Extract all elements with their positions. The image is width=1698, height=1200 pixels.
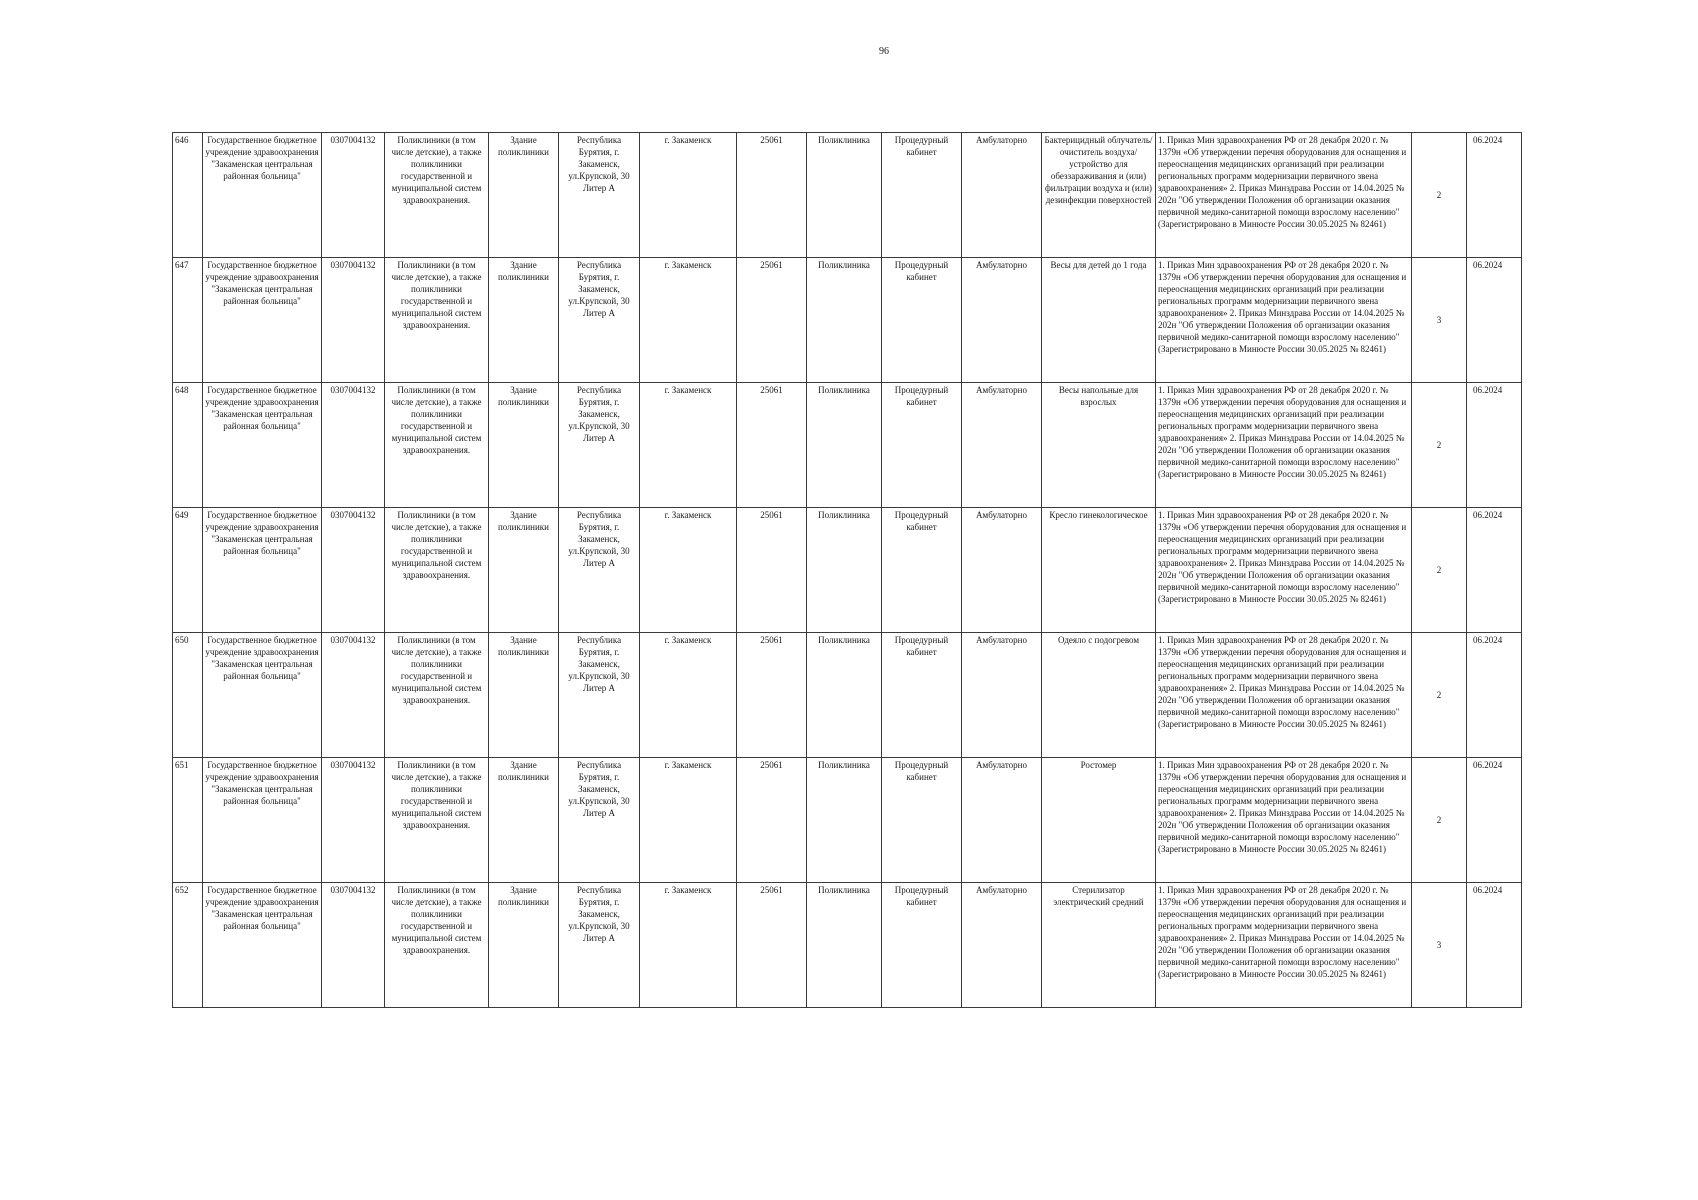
- cell-code: 0307004132: [322, 883, 385, 1008]
- cell-facility-type: Поликлиники (в том числе детские), а также поликлиники государственной и муниципальной систем здравоохранения.: [385, 758, 489, 883]
- cell-care-form: Амбулаторно: [962, 133, 1042, 258]
- cell-building: Здание поликлиники: [489, 383, 559, 508]
- cell-organization: Государственное бюджетное учреждение здравоохранения "Закаменская центральная районная больница": [203, 258, 322, 383]
- cell-room: Процедурный кабинет: [882, 508, 962, 633]
- cell-oktmo: 25061: [737, 508, 807, 633]
- cell-legal-basis: 1. Приказ Мин здравоохранения РФ от 28 декабря 2020 г. № 1379н «Об утверждении перечня оборудования для оснащения и переоснащения медицинских организаций при реализации региональных программ модернизации первичного звена здравоохранения» 2. Приказ Минздрава России от 14.04.2025 № 202н "Об утверждении Положения об организации оказания первичной медико-санитарной помощи взрослому населению" (Зарегистрировано в Минюсте России 30.05.2025 № 82461): [1156, 383, 1412, 508]
- cell-organization: Государственное бюджетное учреждение здравоохранения "Закаменская центральная районная больница": [203, 383, 322, 508]
- cell-code: 0307004132: [322, 758, 385, 883]
- cell-number: 650: [173, 633, 203, 758]
- cell-date: 06.2024: [1467, 758, 1522, 883]
- cell-care-form: Амбулаторно: [962, 633, 1042, 758]
- table-row: [173, 758, 1522, 883]
- cell-address: Республика Бурятия, г. Закаменск, ул.Крупской, 30 Литер А: [559, 883, 640, 1008]
- cell-care-form: Амбулаторно: [962, 883, 1042, 1008]
- cell-building: Здание поликлиники: [489, 258, 559, 383]
- cell-city: г. Закаменск: [640, 258, 737, 383]
- cell-equipment: Весы напольные для взрослых: [1042, 383, 1156, 508]
- cell-department: Поликлиника: [807, 883, 882, 1008]
- cell-oktmo: 25061: [737, 633, 807, 758]
- cell-building: Здание поликлиники: [489, 883, 559, 1008]
- cell-quantity: 2: [1412, 133, 1467, 258]
- cell-care-form: Амбулаторно: [962, 258, 1042, 383]
- cell-quantity: 2: [1412, 508, 1467, 633]
- cell-legal-basis: 1. Приказ Мин здравоохранения РФ от 28 декабря 2020 г. № 1379н «Об утверждении перечня оборудования для оснащения и переоснащения медицинских организаций при реализации региональных программ модернизации первичного звена здравоохранения» 2. Приказ Минздрава России от 14.04.2025 № 202н "Об утверждении Положения об организации оказания первичной медико-санитарной помощи взрослому населению" (Зарегистрировано в Минюсте России 30.05.2025 № 82461): [1156, 133, 1412, 258]
- cell-room: Процедурный кабинет: [882, 758, 962, 883]
- cell-quantity: 3: [1412, 883, 1467, 1008]
- cell-organization: Государственное бюджетное учреждение здравоохранения "Закаменская центральная районная больница": [203, 508, 322, 633]
- cell-legal-basis: 1. Приказ Мин здравоохранения РФ от 28 декабря 2020 г. № 1379н «Об утверждении перечня оборудования для оснащения и переоснащения медицинских организаций при реализации региональных программ модернизации первичного звена здравоохранения» 2. Приказ Минздрава России от 14.04.2025 № 202н "Об утверждении Положения об организации оказания первичной медико-санитарной помощи взрослому населению" (Зарегистрировано в Минюсте России 30.05.2025 № 82461): [1156, 633, 1412, 758]
- cell-address: Республика Бурятия, г. Закаменск, ул.Крупской, 30 Литер А: [559, 633, 640, 758]
- cell-organization: Государственное бюджетное учреждение здравоохранения "Закаменская центральная районная больница": [203, 633, 322, 758]
- cell-room: Процедурный кабинет: [882, 133, 962, 258]
- cell-equipment: Кресло гинекологическое: [1042, 508, 1156, 633]
- table-row: [173, 883, 1522, 1008]
- cell-facility-type: Поликлиники (в том числе детские), а также поликлиники государственной и муниципальной систем здравоохранения.: [385, 383, 489, 508]
- cell-building: Здание поликлиники: [489, 633, 559, 758]
- cell-oktmo: 25061: [737, 758, 807, 883]
- cell-code: 0307004132: [322, 258, 385, 383]
- cell-legal-basis: 1. Приказ Мин здравоохранения РФ от 28 декабря 2020 г. № 1379н «Об утверждении перечня оборудования для оснащения и переоснащения медицинских организаций при реализации региональных программ модернизации первичного звена здравоохранения» 2. Приказ Минздрава России от 14.04.2025 № 202н "Об утверждении Положения об организации оказания первичной медико-санитарной помощи взрослому населению" (Зарегистрировано в Минюсте России 30.05.2025 № 82461): [1156, 758, 1412, 883]
- table-body: [173, 133, 1522, 1008]
- cell-building: Здание поликлиники: [489, 758, 559, 883]
- table-row: [173, 633, 1522, 758]
- equipment-registry-table: [172, 132, 1522, 1008]
- cell-date: 06.2024: [1467, 883, 1522, 1008]
- cell-city: г. Закаменск: [640, 133, 737, 258]
- cell-organization: Государственное бюджетное учреждение здравоохранения "Закаменская центральная районная больница": [203, 883, 322, 1008]
- cell-address: Республика Бурятия, г. Закаменск, ул.Крупской, 30 Литер А: [559, 383, 640, 508]
- page-number: 96: [879, 46, 889, 57]
- table-row: [173, 383, 1522, 508]
- cell-oktmo: 25061: [737, 383, 807, 508]
- cell-building: Здание поликлиники: [489, 508, 559, 633]
- cell-department: Поликлиника: [807, 258, 882, 383]
- cell-equipment: Одеяло с подогревом: [1042, 633, 1156, 758]
- cell-oktmo: 25061: [737, 883, 807, 1008]
- cell-address: Республика Бурятия, г. Закаменск, ул.Крупской, 30 Литер А: [559, 758, 640, 883]
- cell-city: г. Закаменск: [640, 758, 737, 883]
- cell-oktmo: 25061: [737, 133, 807, 258]
- cell-legal-basis: 1. Приказ Мин здравоохранения РФ от 28 декабря 2020 г. № 1379н «Об утверждении перечня оборудования для оснащения и переоснащения медицинских организаций при реализации региональных программ модернизации первичного звена здравоохранения» 2. Приказ Минздрава России от 14.04.2025 № 202н "Об утверждении Положения об организации оказания первичной медико-санитарной помощи взрослому населению" (Зарегистрировано в Минюсте России 30.05.2025 № 82461): [1156, 258, 1412, 383]
- cell-number: 651: [173, 758, 203, 883]
- cell-code: 0307004132: [322, 383, 385, 508]
- cell-address: Республика Бурятия, г. Закаменск, ул.Крупской, 30 Литер А: [559, 508, 640, 633]
- cell-date: 06.2024: [1467, 508, 1522, 633]
- cell-address: Республика Бурятия, г. Закаменск, ул.Крупской, 30 Литер А: [559, 133, 640, 258]
- cell-date: 06.2024: [1467, 633, 1522, 758]
- cell-care-form: Амбулаторно: [962, 758, 1042, 883]
- cell-room: Процедурный кабинет: [882, 883, 962, 1008]
- table-row: [173, 258, 1522, 383]
- cell-address: Республика Бурятия, г. Закаменск, ул.Крупской, 30 Литер А: [559, 258, 640, 383]
- cell-code: 0307004132: [322, 633, 385, 758]
- cell-organization: Государственное бюджетное учреждение здравоохранения "Закаменская центральная районная больница": [203, 758, 322, 883]
- cell-care-form: Амбулаторно: [962, 383, 1042, 508]
- cell-legal-basis: 1. Приказ Мин здравоохранения РФ от 28 декабря 2020 г. № 1379н «Об утверждении перечня оборудования для оснащения и переоснащения медицинских организаций при реализации региональных программ модернизации первичного звена здравоохранения» 2. Приказ Минздрава России от 14.04.2025 № 202н "Об утверждении Положения об организации оказания первичной медико-санитарной помощи взрослому населению" (Зарегистрировано в Минюсте России 30.05.2025 № 82461): [1156, 883, 1412, 1008]
- cell-facility-type: Поликлиники (в том числе детские), а также поликлиники государственной и муниципальной систем здравоохранения.: [385, 508, 489, 633]
- cell-facility-type: Поликлиники (в том числе детские), а также поликлиники государственной и муниципальной систем здравоохранения.: [385, 258, 489, 383]
- cell-room: Процедурный кабинет: [882, 633, 962, 758]
- cell-date: 06.2024: [1467, 383, 1522, 508]
- cell-department: Поликлиника: [807, 758, 882, 883]
- cell-oktmo: 25061: [737, 258, 807, 383]
- cell-date: 06.2024: [1467, 258, 1522, 383]
- cell-city: г. Закаменск: [640, 633, 737, 758]
- cell-number: 648: [173, 383, 203, 508]
- cell-code: 0307004132: [322, 508, 385, 633]
- cell-department: Поликлиника: [807, 633, 882, 758]
- cell-equipment: Бактерицидный облучатель/очиститель воздуха/устройство для обеззараживания и (или) фильтрации воздуха и (или) дезинфекции поверхностей: [1042, 133, 1156, 258]
- cell-number: 647: [173, 258, 203, 383]
- cell-department: Поликлиника: [807, 133, 882, 258]
- cell-legal-basis: 1. Приказ Мин здравоохранения РФ от 28 декабря 2020 г. № 1379н «Об утверждении перечня оборудования для оснащения и переоснащения медицинских организаций при реализации региональных программ модернизации первичного звена здравоохранения» 2. Приказ Минздрава России от 14.04.2025 № 202н "Об утверждении Положения об организации оказания первичной медико-санитарной помощи взрослому населению" (Зарегистрировано в Минюсте России 30.05.2025 № 82461): [1156, 508, 1412, 633]
- cell-organization: Государственное бюджетное учреждение здравоохранения "Закаменская центральная районная больница": [203, 133, 322, 258]
- cell-department: Поликлиника: [807, 383, 882, 508]
- table-row: [173, 133, 1522, 258]
- cell-facility-type: Поликлиники (в том числе детские), а также поликлиники государственной и муниципальной систем здравоохранения.: [385, 633, 489, 758]
- cell-number: 646: [173, 133, 203, 258]
- cell-room: Процедурный кабинет: [882, 258, 962, 383]
- cell-equipment: Стерилизатор электрический средний: [1042, 883, 1156, 1008]
- cell-building: Здание поликлиники: [489, 133, 559, 258]
- cell-city: г. Закаменск: [640, 883, 737, 1008]
- cell-facility-type: Поликлиники (в том числе детские), а также поликлиники государственной и муниципальной систем здравоохранения.: [385, 133, 489, 258]
- cell-department: Поликлиника: [807, 508, 882, 633]
- cell-quantity: 3: [1412, 258, 1467, 383]
- cell-equipment: Ростомер: [1042, 758, 1156, 883]
- table-row: [173, 508, 1522, 633]
- cell-care-form: Амбулаторно: [962, 508, 1042, 633]
- cell-city: г. Закаменск: [640, 508, 737, 633]
- cell-room: Процедурный кабинет: [882, 383, 962, 508]
- cell-city: г. Закаменск: [640, 383, 737, 508]
- cell-quantity: 2: [1412, 758, 1467, 883]
- cell-equipment: Весы для детей до 1 года: [1042, 258, 1156, 383]
- cell-quantity: 2: [1412, 633, 1467, 758]
- cell-number: 649: [173, 508, 203, 633]
- cell-code: 0307004132: [322, 133, 385, 258]
- cell-number: 652: [173, 883, 203, 1008]
- cell-quantity: 2: [1412, 383, 1467, 508]
- cell-facility-type: Поликлиники (в том числе детские), а также поликлиники государственной и муниципальной систем здравоохранения.: [385, 883, 489, 1008]
- cell-date: 06.2024: [1467, 133, 1522, 258]
